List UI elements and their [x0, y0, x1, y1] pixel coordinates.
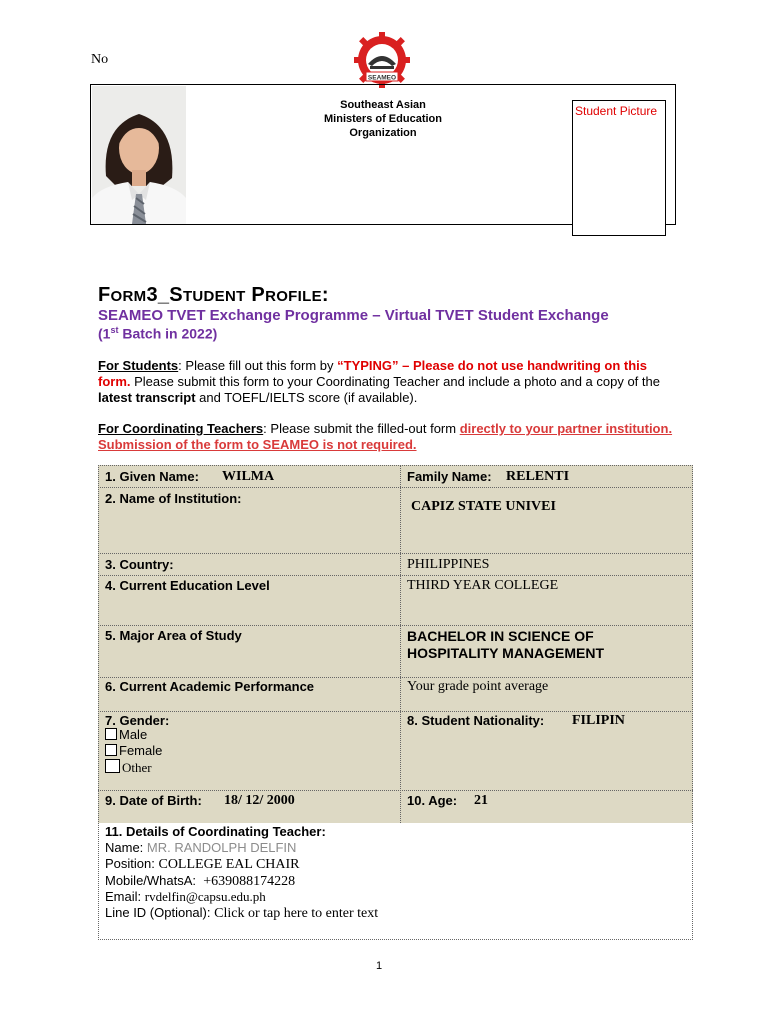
- teacher-email-row: Email: rvdelfin@capsu.edu.ph: [105, 889, 266, 904]
- education-level-value[interactable]: THIRD YEAR COLLEGE: [407, 578, 559, 593]
- other-checkbox[interactable]: [105, 759, 120, 773]
- institution-label: 2. Name of Institution:: [105, 491, 242, 506]
- age-value[interactable]: 21: [474, 793, 488, 808]
- gender-option-male[interactable]: Male: [105, 727, 162, 743]
- male-checkbox[interactable]: [105, 728, 117, 740]
- teacher-position-value[interactable]: COLLEGE EAL CHAIR: [158, 857, 300, 872]
- student-photo: [92, 86, 186, 224]
- age-label: 10. Age:: [407, 793, 458, 808]
- page-number: 1: [376, 960, 383, 972]
- major-value[interactable]: BACHELOR IN SCIENCE OF HOSPITALITY MANAGEMENT: [407, 628, 605, 661]
- document-number-label: No: [91, 52, 109, 67]
- teacher-position-row: Position: COLLEGE EAL CHAIR: [105, 856, 300, 872]
- teacher-mobile-value[interactable]: +639088174228: [203, 874, 296, 889]
- teacher-lineid-row: Line ID (Optional): Click or tap here to enter text: [105, 905, 379, 921]
- gender-option-other[interactable]: Other: [105, 759, 162, 776]
- submission-note-link[interactable]: directly to your partner institution. Submission of the form to SEAMEO is not required.: [98, 421, 673, 452]
- gender-options: [105, 727, 162, 776]
- country-label: 3. Country:: [105, 557, 174, 572]
- students-instructions: For Students: Please fill out this form by “TYPING” – Please do not use handwriting on this form. Please submit this form to your Coordinating Teacher and include a photo and a copy of the latest transcript and TOEFL/IELTS score (if available).: [98, 358, 660, 405]
- form-title: FORM3_STUDENT PROFILE:: [98, 284, 329, 306]
- coordinating-teacher-section: [98, 823, 693, 940]
- institution-value[interactable]: CAPIZ STATE UNIVEI: [411, 499, 556, 514]
- major-label: 5. Major Area of Study: [105, 628, 242, 643]
- svg-text:SEAMEO: SEAMEO: [367, 74, 397, 82]
- student-picture-label: Student Picture: [575, 104, 658, 118]
- teacher-email-value[interactable]: rvdelfin@capsu.edu.ph: [144, 889, 266, 904]
- academic-performance-value[interactable]: Your grade point average: [407, 679, 549, 694]
- organization-name: Southeast Asian Ministers of Education Organization: [324, 99, 442, 139]
- dob-label: 9. Date of Birth:: [105, 793, 202, 808]
- country-value[interactable]: PHILIPPINES: [407, 557, 490, 572]
- programme-batch: (1st Batch in 2022): [98, 325, 218, 342]
- teacher-name-value[interactable]: MR. RANDOLPH DELFIN: [146, 840, 297, 855]
- student-picture-box[interactable]: [572, 100, 666, 236]
- nationality-value[interactable]: FILIPIN: [572, 713, 625, 728]
- given-name-value[interactable]: WILMA: [222, 469, 275, 484]
- teacher-name-row: Name: MR. RANDOLPH DELFIN: [105, 840, 297, 855]
- education-level-label: 4. Current Education Level: [105, 578, 270, 593]
- teacher-mobile-row: Mobile/WhatsA: +639088174228: [105, 873, 296, 889]
- gender-option-female[interactable]: Female: [105, 743, 162, 759]
- teacher-details-label: 11. Details of Coordinating Teacher:: [105, 824, 326, 839]
- family-name-value[interactable]: RELENTI: [506, 469, 570, 484]
- gender-label: 7. Gender:: [105, 713, 170, 728]
- given-name-label: 1. Given Name:: [105, 469, 199, 484]
- family-name-label: Family Name:: [407, 469, 492, 484]
- dob-value[interactable]: 18/ 12/ 2000: [224, 793, 295, 808]
- programme-title: SEAMEO TVET Exchange Programme – Virtual TVET Student Exchange: [98, 307, 609, 324]
- teachers-instructions: For Coordinating Teachers: Please submit the filled-out form directly to your partner institution. Submission of the form to SEAMEO is not required.: [98, 421, 673, 452]
- nationality-label: 8. Student Nationality:: [407, 713, 545, 728]
- academic-performance-label: 6. Current Academic Performance: [105, 679, 315, 694]
- female-checkbox[interactable]: [105, 744, 117, 756]
- student-profile-form: [98, 465, 693, 940]
- teacher-lineid-value[interactable]: Click or tap here to enter text: [214, 906, 379, 921]
